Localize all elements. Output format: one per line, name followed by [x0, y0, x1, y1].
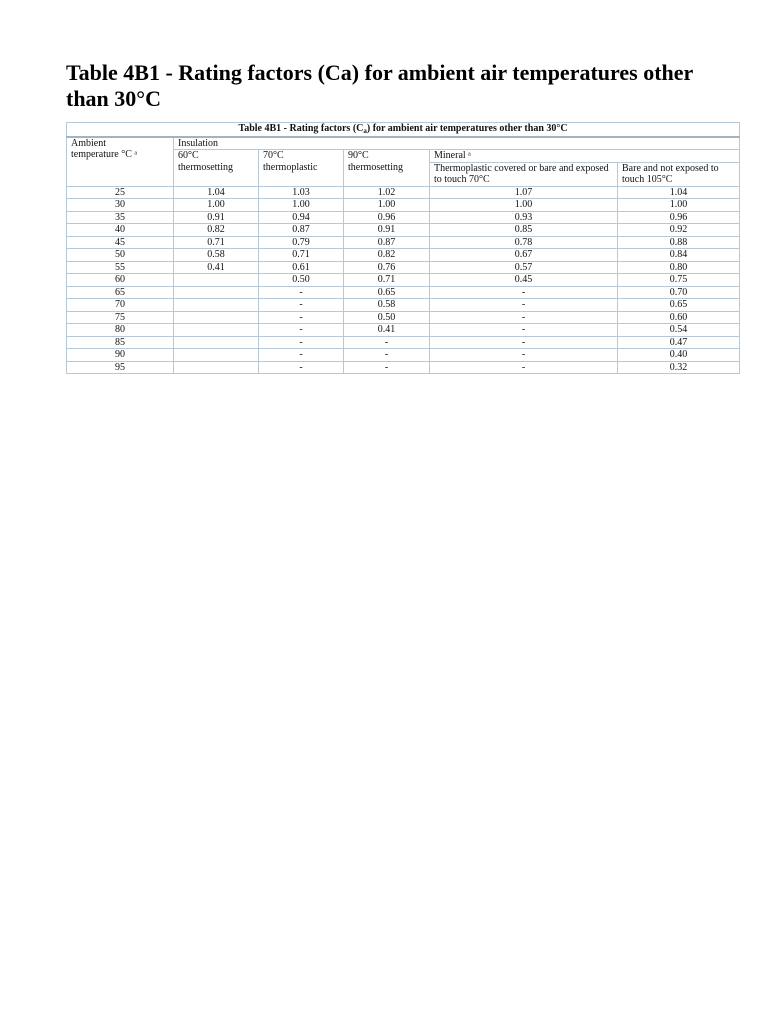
- factor-cell: 0.76: [344, 261, 430, 274]
- caption-text-start: Table 4B1 - Rating factors (C: [238, 123, 364, 134]
- factor-cell: 0.78: [430, 236, 618, 249]
- temperature-cell: 35: [67, 211, 174, 224]
- factor-cell: 0.41: [344, 324, 430, 337]
- factor-cell: 0.70: [618, 286, 740, 299]
- page-title: Table 4B1 - Rating factors (Ca) for ambient air temperatures other than 30°C: [66, 60, 693, 111]
- header-row-1: [67, 137, 740, 150]
- header-insulation: Insulation: [174, 137, 740, 150]
- factor-cell: -: [259, 349, 344, 362]
- factor-cell: 0.82: [174, 224, 259, 237]
- factor-cell: 0.91: [174, 211, 259, 224]
- factor-cell: [174, 311, 259, 324]
- temperature-cell: 25: [67, 186, 174, 199]
- factor-cell: 0.79: [259, 236, 344, 249]
- header-90c-thermosetting: 90°C thermosetting: [344, 150, 430, 187]
- table-row: [67, 311, 740, 324]
- temperature-cell: 70: [67, 299, 174, 312]
- factor-cell: 0.88: [618, 236, 740, 249]
- factor-cell: -: [344, 336, 430, 349]
- factor-cell: 0.45: [430, 274, 618, 287]
- factor-cell: 0.87: [344, 236, 430, 249]
- factor-cell: 0.57: [430, 261, 618, 274]
- factor-cell: 1.02: [344, 186, 430, 199]
- factor-cell: -: [344, 349, 430, 362]
- temperature-cell: 90: [67, 349, 174, 362]
- header-ambient-temperature: [67, 137, 174, 187]
- factor-cell: 0.93: [430, 211, 618, 224]
- factor-cell: -: [430, 324, 618, 337]
- factor-cell: -: [430, 311, 618, 324]
- factor-cell: -: [259, 336, 344, 349]
- factor-cell: [174, 349, 259, 362]
- factor-cell: 1.00: [344, 199, 430, 212]
- factor-cell: 0.71: [174, 236, 259, 249]
- header-mineral-covered: Thermoplastic covered or bare and exposed to touch 70°C: [430, 162, 618, 186]
- factor-cell: 0.32: [618, 361, 740, 374]
- factor-cell: 0.96: [344, 211, 430, 224]
- factor-cell: -: [430, 336, 618, 349]
- factor-cell: 0.47: [618, 336, 740, 349]
- factor-cell: 0.91: [344, 224, 430, 237]
- factor-cell: 0.41: [174, 261, 259, 274]
- factor-cell: [174, 286, 259, 299]
- table-row: [67, 236, 740, 249]
- factor-cell: 1.00: [259, 199, 344, 212]
- factor-cell: 0.61: [259, 261, 344, 274]
- temperature-cell: 30: [67, 199, 174, 212]
- factor-cell: 0.50: [344, 311, 430, 324]
- table-row: [67, 361, 740, 374]
- factor-cell: -: [430, 349, 618, 362]
- table-caption: [67, 123, 740, 137]
- caption-subscript: a: [363, 127, 367, 135]
- factor-cell: 0.92: [618, 224, 740, 237]
- factor-cell: 1.03: [259, 186, 344, 199]
- factor-cell: [174, 336, 259, 349]
- factor-cell: 0.82: [344, 249, 430, 262]
- factor-cell: 0.40: [618, 349, 740, 362]
- factor-cell: 1.04: [618, 186, 740, 199]
- rating-factors-table: [66, 122, 740, 374]
- factor-cell: -: [259, 324, 344, 337]
- factor-cell: 0.75: [618, 274, 740, 287]
- factor-cell: 0.60: [618, 311, 740, 324]
- table-row: [67, 286, 740, 299]
- factor-cell: 1.00: [430, 199, 618, 212]
- header-ambient-line2: temperature °C ᵃ: [71, 149, 138, 160]
- factor-cell: [174, 299, 259, 312]
- caption-text-end: ) for ambient air temperatures other than 30°C: [366, 123, 568, 134]
- table-row: [67, 299, 740, 312]
- factor-cell: 0.87: [259, 224, 344, 237]
- temperature-cell: 65: [67, 286, 174, 299]
- header-mineral: Mineral ᵃ: [430, 150, 740, 163]
- factor-cell: 0.84: [618, 249, 740, 262]
- header-70c-thermoplastic: 70°C thermoplastic: [259, 150, 344, 187]
- factor-cell: -: [259, 299, 344, 312]
- factor-cell: 0.58: [174, 249, 259, 262]
- header-mineral-bare: Bare and not exposed to touch 105°C: [618, 162, 740, 186]
- factor-cell: [174, 274, 259, 287]
- temperature-cell: 60: [67, 274, 174, 287]
- factor-cell: 0.80: [618, 261, 740, 274]
- table-row: [67, 261, 740, 274]
- factor-cell: 0.50: [259, 274, 344, 287]
- factor-cell: 0.85: [430, 224, 618, 237]
- factor-cell: 1.00: [174, 199, 259, 212]
- factor-cell: -: [259, 361, 344, 374]
- factor-cell: -: [259, 311, 344, 324]
- factor-cell: 0.94: [259, 211, 344, 224]
- factor-cell: -: [430, 361, 618, 374]
- factor-cell: 0.58: [344, 299, 430, 312]
- factor-cell: 0.54: [618, 324, 740, 337]
- table-row: [67, 224, 740, 237]
- table-row: [67, 186, 740, 199]
- table-row: [67, 199, 740, 212]
- factor-cell: 0.71: [344, 274, 430, 287]
- factor-cell: -: [344, 361, 430, 374]
- factor-cell: [174, 361, 259, 374]
- table-row: [67, 324, 740, 337]
- factor-cell: -: [430, 286, 618, 299]
- table-row: [67, 211, 740, 224]
- temperature-cell: 55: [67, 261, 174, 274]
- factor-cell: 1.00: [618, 199, 740, 212]
- factor-cell: 0.96: [618, 211, 740, 224]
- temperature-cell: 45: [67, 236, 174, 249]
- table-row: [67, 349, 740, 362]
- table-row: [67, 336, 740, 349]
- temperature-cell: 80: [67, 324, 174, 337]
- factor-cell: 0.67: [430, 249, 618, 262]
- temperature-cell: 85: [67, 336, 174, 349]
- temperature-cell: 40: [67, 224, 174, 237]
- factor-cell: 0.65: [618, 299, 740, 312]
- temperature-cell: 95: [67, 361, 174, 374]
- table-row: [67, 274, 740, 287]
- factor-cell: 0.71: [259, 249, 344, 262]
- factor-cell: -: [430, 299, 618, 312]
- factor-cell: -: [259, 286, 344, 299]
- factor-cell: [174, 324, 259, 337]
- header-60c-thermosetting: 60°C thermosetting: [174, 150, 259, 187]
- factor-cell: 1.07: [430, 186, 618, 199]
- table-row: [67, 249, 740, 262]
- temperature-cell: 50: [67, 249, 174, 262]
- temperature-cell: 75: [67, 311, 174, 324]
- table-caption-row: [67, 123, 740, 137]
- factor-cell: 0.65: [344, 286, 430, 299]
- header-ambient-line1: Ambient: [71, 137, 106, 149]
- factor-cell: 1.04: [174, 186, 259, 199]
